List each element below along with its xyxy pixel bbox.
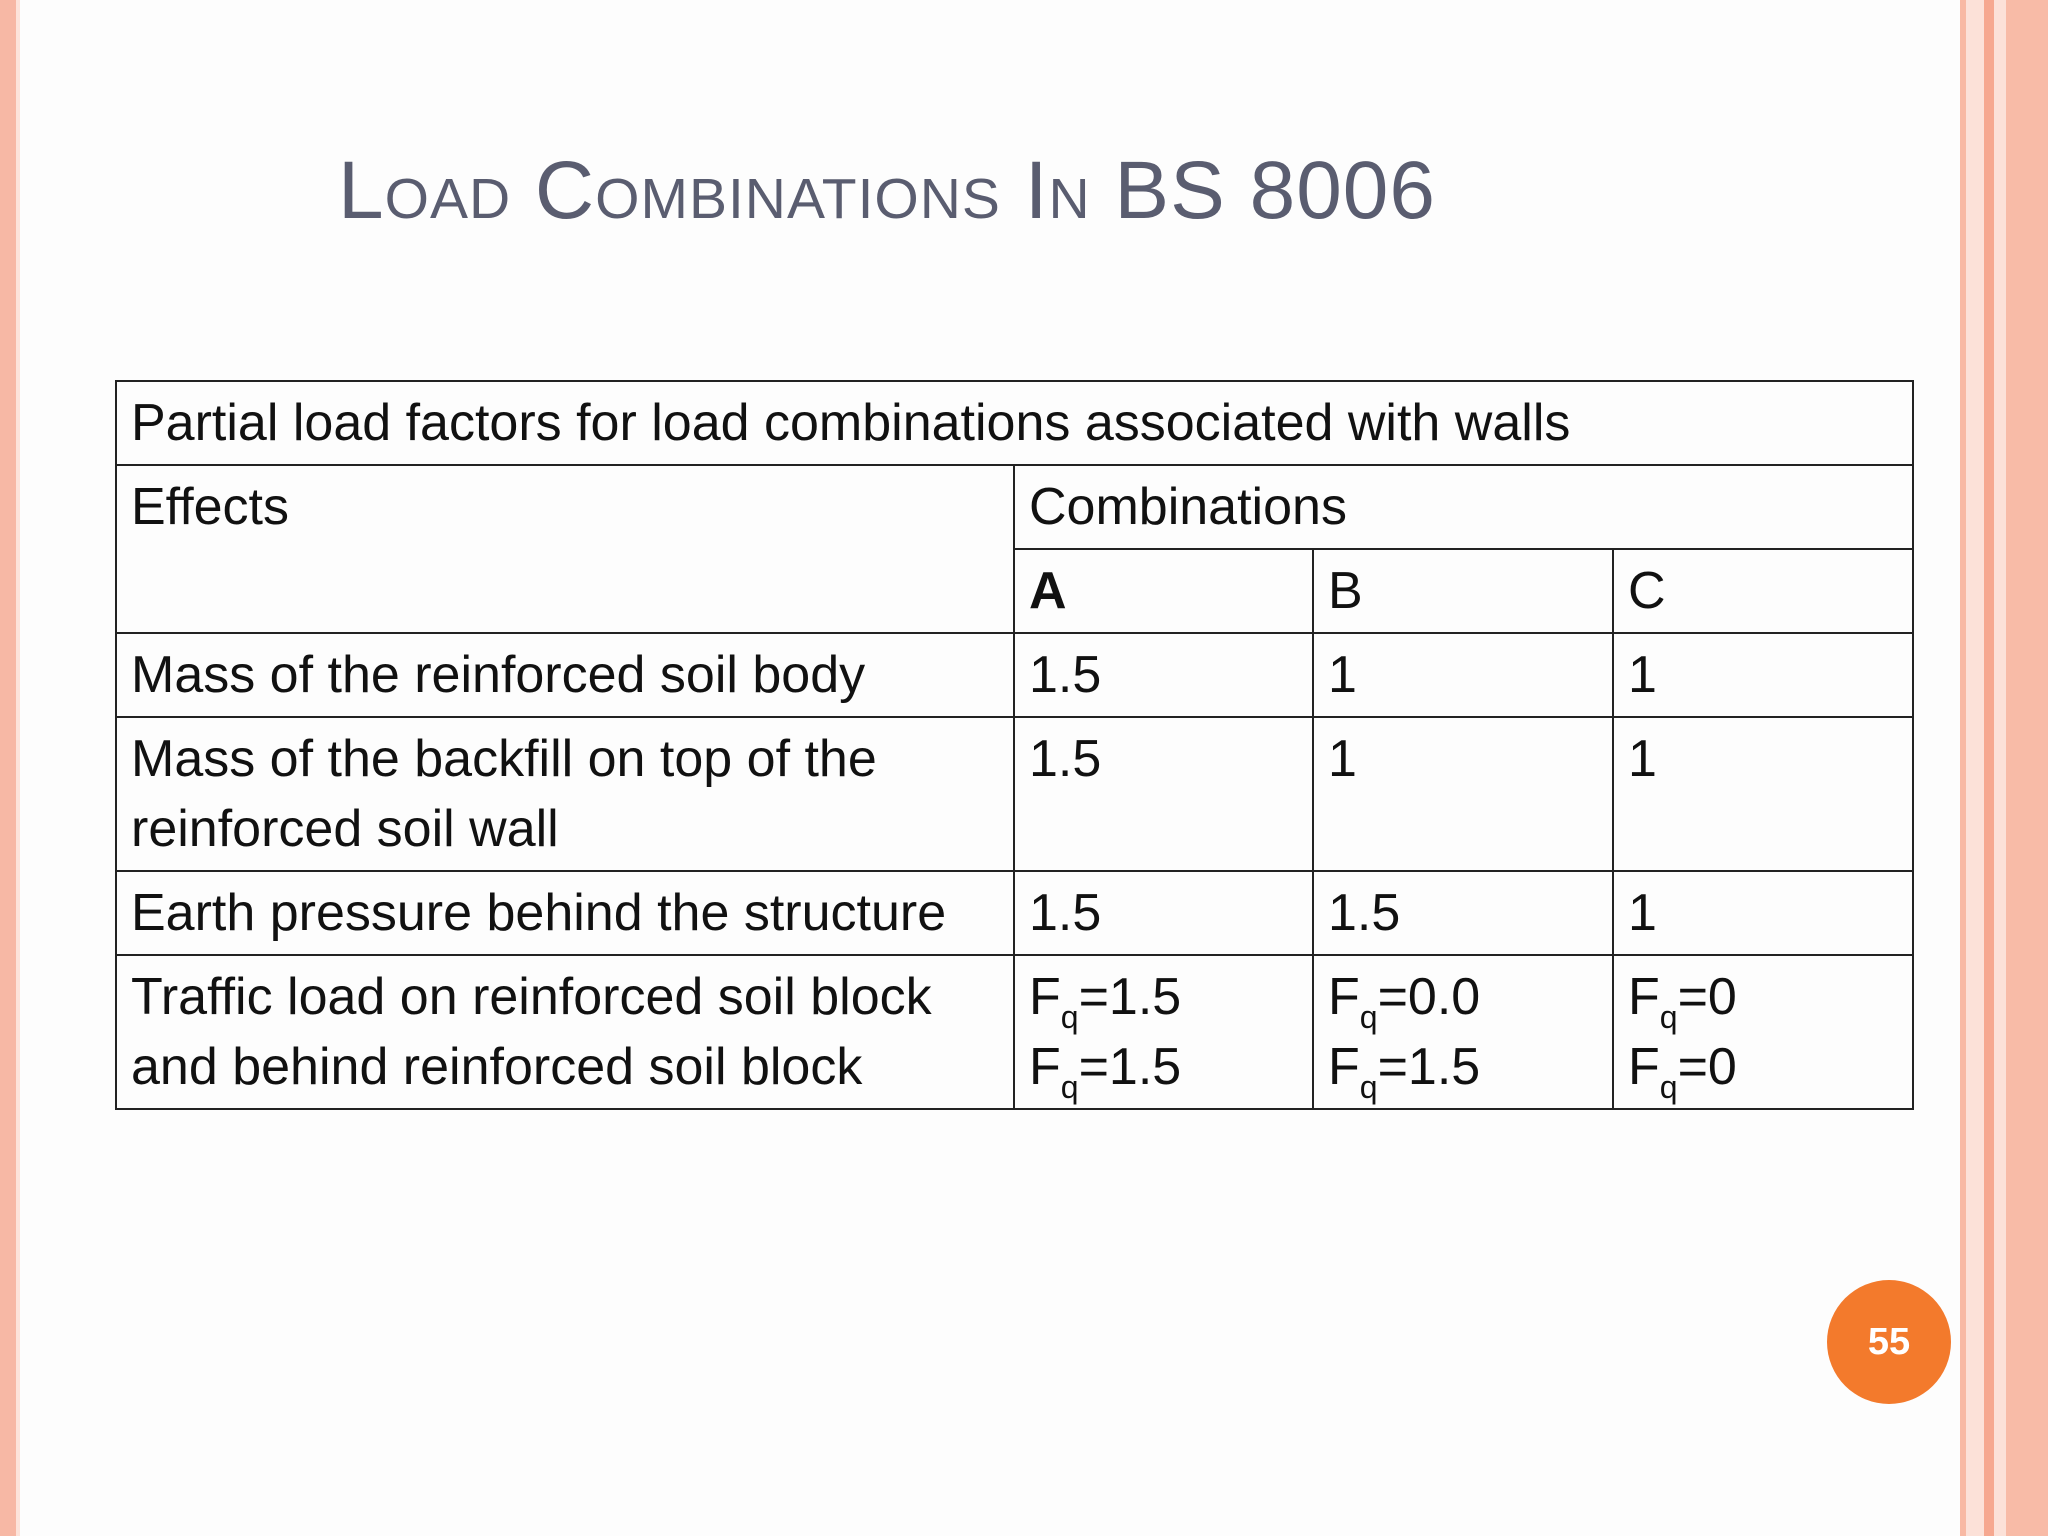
fq-number: =0.0 [1377,968,1481,1026]
left-border-decoration [0,0,16,1536]
fq-value [1628,962,1900,1035]
value-cell-c: 1 [1613,633,1913,717]
column-header-a: A [1014,549,1313,633]
effect-cell [116,717,1014,871]
value-cell-a [1014,955,1313,1109]
value-cell-b: 1.5 [1313,871,1613,955]
right-border-decoration [1960,0,2048,1536]
effect-cell [116,955,1014,1109]
value-cell-b [1313,955,1613,1109]
fq-subscript: q [1659,999,1678,1035]
fq-number: =0 [1677,1038,1737,1096]
effect-cell [116,871,1014,955]
fq-subscript: q [1659,1069,1678,1105]
fq-symbol: F [1328,1038,1360,1096]
right-border-stripe [2006,0,2048,1536]
value-cell-c: 1 [1613,871,1913,955]
table-row [116,717,1913,871]
column-header-b: B [1313,549,1613,633]
table-caption-row [116,381,1913,465]
right-border-stripe [1984,0,1994,1536]
fq-value [1328,962,1600,1035]
value-cell-a: 1.5 [1014,717,1313,871]
fq-number: =1.5 [1078,1038,1182,1096]
effect-line: reinforced soil wall [131,800,559,858]
value-cell-b: 1 [1313,717,1613,871]
fq-symbol: F [1328,968,1360,1026]
value-cell-a: 1.5 [1014,633,1313,717]
table-caption: Partial load factors for load combinations associated with walls [116,381,1913,465]
effect-line: Earth pressure behind the structure [131,884,947,942]
fq-subscript: q [1060,1069,1079,1105]
load-factors-table [115,380,1914,1110]
fq-number: =1.5 [1377,1038,1481,1096]
fq-symbol: F [1029,968,1061,1026]
effect-line: Traffic load on reinforced soil block [131,968,932,1026]
effect-cell [116,633,1014,717]
table-row [116,955,1913,1109]
effect-line: Mass of the reinforced soil body [131,646,866,704]
fq-number: =0 [1677,968,1737,1026]
fq-symbol: F [1628,1038,1660,1096]
table-row [116,633,1913,717]
right-border-stripe [1960,0,1966,1536]
combinations-header: Combinations [1014,465,1913,549]
column-header-c: C [1613,549,1913,633]
fq-subscript: q [1359,1069,1378,1105]
left-border-inner-decoration [16,0,20,1536]
fq-value [1628,1032,1900,1105]
fq-symbol: F [1628,968,1660,1026]
value-cell-b: 1 [1313,633,1613,717]
fq-number: =1.5 [1078,968,1182,1026]
slide-title: Load Combinations In BS 8006 [338,145,1437,236]
fq-value [1029,1032,1300,1105]
value-cell-c: 1 [1613,717,1913,871]
table-header-row [116,465,1913,549]
effect-line: Mass of the backfill on top of the [131,730,877,788]
fq-value [1328,1032,1600,1105]
effects-header: Effects [116,465,1014,633]
effect-line: and behind reinforced soil block [131,1038,863,1096]
table-row [116,871,1913,955]
value-cell-c [1613,955,1913,1109]
value-cell-a: 1.5 [1014,871,1313,955]
fq-value [1029,962,1300,1035]
page-number-badge: 55 [1827,1280,1951,1404]
fq-subscript: q [1060,999,1079,1035]
fq-subscript: q [1359,999,1378,1035]
fq-symbol: F [1029,1038,1061,1096]
